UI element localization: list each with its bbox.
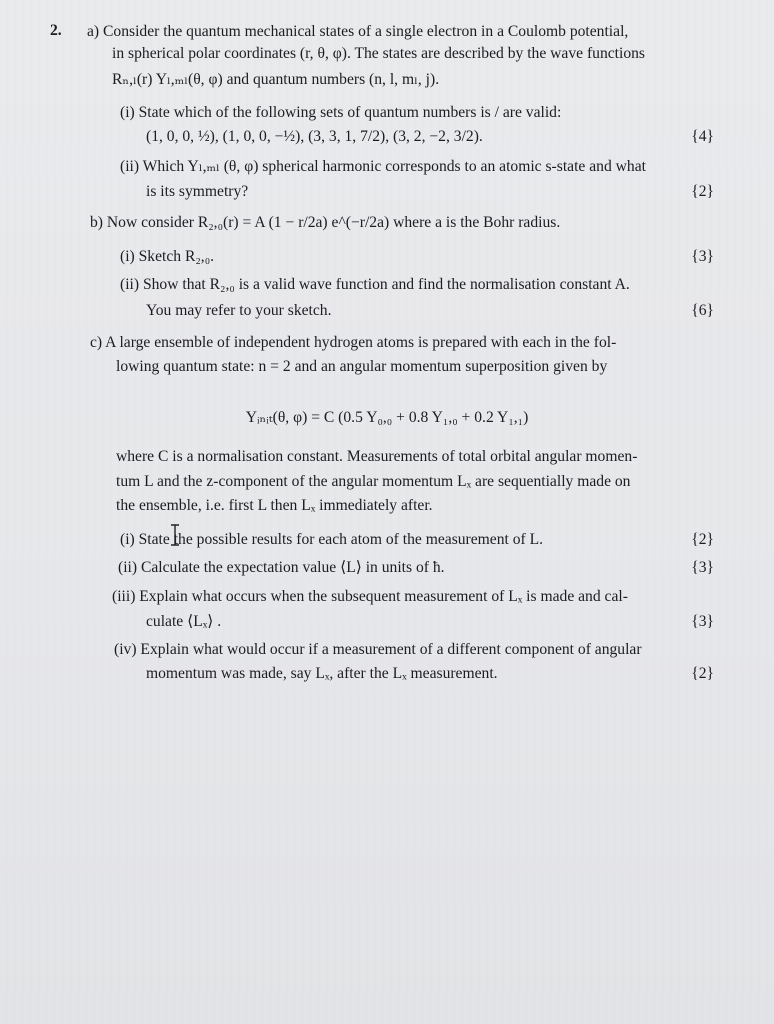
part-b-ii-line-2: You may refer to your sketch. bbox=[146, 302, 332, 319]
part-c-iv-line-2: momentum was made, say Lₓ, after the Lₓ measurement. bbox=[146, 665, 498, 682]
question-number: 2. bbox=[50, 22, 62, 39]
part-b-line-1: b) Now consider R₂,₀(r) = A (1 − r/2a) e^(−r/2a) where a is the Bohr radius. bbox=[90, 214, 561, 231]
mark-c-iii: {3} bbox=[691, 613, 714, 630]
mark-a-ii: {2} bbox=[691, 183, 714, 200]
part-a-i-line-1: (i) State which of the following sets of quantum numbers is / are valid: bbox=[120, 104, 562, 121]
part-c-line-4: tum L and the z-component of the angular momentum Lₓ are sequentially made on bbox=[116, 473, 631, 490]
mark-a-i: {4} bbox=[691, 128, 714, 145]
part-c-ii: (ii) Calculate the expectation value ⟨L⟩ in units of ħ. bbox=[118, 559, 445, 576]
part-c-line-5: the ensemble, i.e. first L then Lₓ immediately after. bbox=[116, 497, 433, 514]
part-a-line-2: in spherical polar coordinates (r, θ, φ). The states are described by the wave functions bbox=[112, 45, 645, 62]
mark-b-i: {3} bbox=[691, 248, 714, 265]
part-c-iii-line-2: culate ⟨Lₓ⟩ . bbox=[146, 613, 222, 630]
part-b-ii-line-1: (ii) Show that R₂,₀ is a valid wave function and find the normalisation constant A. bbox=[120, 276, 630, 293]
part-c-iii-line-1: (iii) Explain what occurs when the subsequent measurement of Lₓ is made and cal- bbox=[112, 588, 628, 605]
part-c-iv-line-1: (iv) Explain what would occur if a measurement of a different component of angular bbox=[114, 641, 642, 658]
mark-c-iv: {2} bbox=[691, 665, 714, 682]
part-a-line-1: a) Consider the quantum mechanical states of a single electron in a Coulomb potential, bbox=[87, 23, 629, 40]
part-b-i: (i) Sketch R₂,₀. bbox=[120, 248, 215, 265]
text-cursor-icon bbox=[170, 524, 180, 546]
mark-c-ii: {3} bbox=[691, 559, 714, 576]
part-c-line-3: where C is a normalisation constant. Measurements of total orbital angular momen- bbox=[116, 448, 638, 465]
mark-b-ii: {6} bbox=[691, 302, 714, 319]
part-a-ii-line-2: is its symmetry? bbox=[146, 183, 249, 200]
part-a-i-line-2: (1, 0, 0, ½), (1, 0, 0, −½), (3, 3, 1, 7/2), (3, 2, −2, 3/2). bbox=[146, 128, 483, 145]
part-a-ii-line-1: (ii) Which Yₗ,ₘₗ (θ, φ) spherical harmonic corresponds to an atomic s-state and what bbox=[120, 158, 646, 175]
superposition-equation: Yᵢₙᵢₜ(θ, φ) = C (0.5 Y₀,₀ + 0.8 Y₁,₀ + 0.2 Y₁,₁) bbox=[245, 409, 529, 426]
mark-c-i: {2} bbox=[691, 531, 714, 548]
part-a-line-3: Rₙ,ₗ(r) Yₗ,ₘₗ(θ, φ) and quantum numbers (n, l, mₗ, j). bbox=[112, 71, 440, 88]
part-c-i: (i) State the possible results for each atom of the measurement of L. bbox=[120, 531, 544, 548]
part-c-line-1: c) A large ensemble of independent hydrogen atoms is prepared with each in the fol- bbox=[90, 334, 617, 351]
part-c-line-2: lowing quantum state: n = 2 and an angular momentum superposition given by bbox=[116, 358, 608, 375]
